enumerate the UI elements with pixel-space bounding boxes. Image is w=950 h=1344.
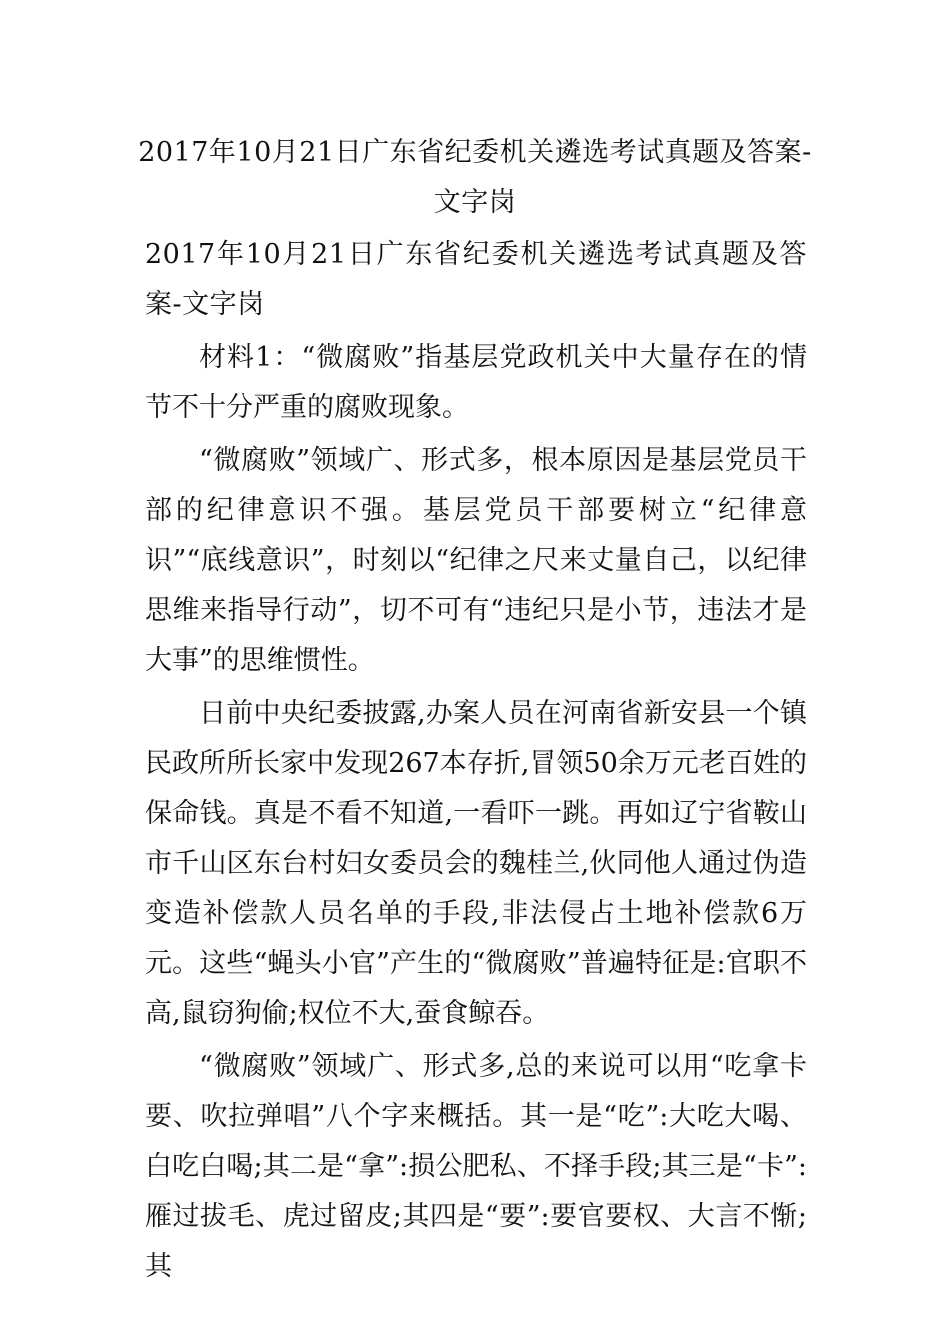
title-line-1: 2017年10月21日广东省纪委机关遴选考试真题及答案-	[138, 137, 812, 168]
document-body	[145, 230, 807, 1295]
title-line-2: 文字岗	[433, 187, 517, 218]
paragraph-material-1: 材料1：“微腐败”指基层党政机关中大量存在的情节不十分严重的腐败现象。	[145, 342, 807, 423]
paragraph-cases: 日前中央纪委披露,办案人员在河南省新安县一个镇民政所所长家中发现267本存折,冒领50余万元老百姓的保命钱。真是不看不知道,一看吓一跳。再如辽宁省鞍山市千山区东台村妇女委员会的魏桂兰,伙同他人通过伪造变造补偿款人员名单的手段,非法侵占土地补偿款6万元。这些“蝇头小官”产生的“微腐败”普遍特征是:官职不高,鼠窃狗偷;权位不大,蚕食鲸吞。	[145, 698, 807, 1029]
paragraph-forms: “微腐败”领域广、形式多,总的来说可以用“吃拿卡要、吹拉弹唱”八个字来概括。其一是“吃”:大吃大喝、白吃白喝;其二是“拿”:损公肥私、不择手段;其三是“卡”:雁过拔毛、虎过留皮;其四是“要”:要官要权、大言不惭;其	[145, 1051, 807, 1282]
document-subtitle: 2017年10月21日广东省纪委机关遴选考试真题及答案-文字岗	[145, 239, 807, 320]
paragraph-cause: “微腐败”领域广、形式多，根本原因是基层党员干部的纪律意识不强。基层党员干部要树立“纪律意识”“底线意识”，时刻以“纪律之尺来丈量自己，以纪律思维来指导行动”，切不可有“违纪只是小节，违法才是大事”的思维惯性。	[145, 445, 807, 676]
document-title	[120, 128, 830, 228]
